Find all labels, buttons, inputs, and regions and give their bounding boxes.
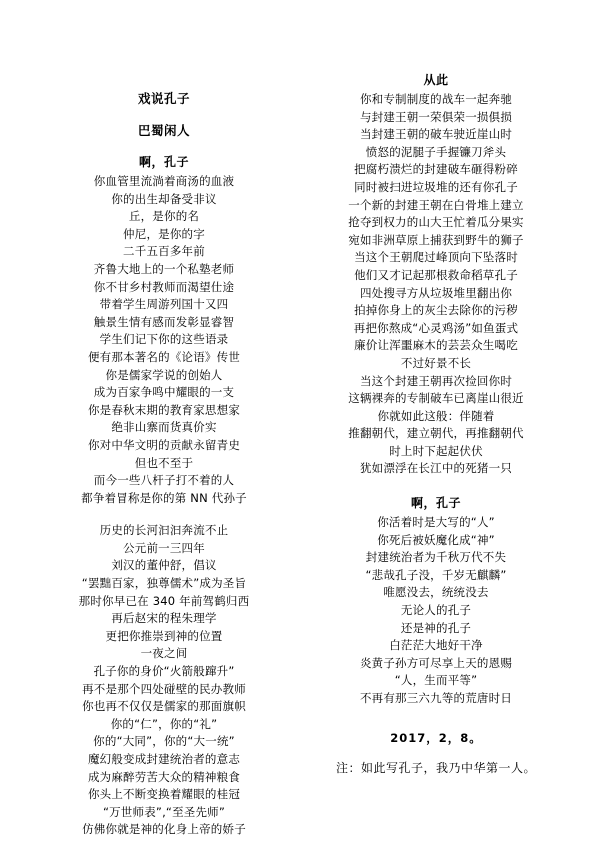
poem-line: 再后赵宋的程朱理学	[111, 611, 217, 626]
poem-line: 宛如非洲草原上捕获到野牛的狮子	[348, 232, 524, 247]
spacer	[30, 110, 298, 120]
poem-line: “人，生而平等”	[394, 673, 478, 688]
poem-line: 历史的长河汩汩奔流不止	[99, 523, 229, 538]
poem-line: “悲哉孔子没，千岁无麒麟”	[365, 567, 507, 582]
poem-line: 学生们记下你的这些语录	[99, 332, 229, 347]
poem-line: 愤怒的泥腿子手握镰刀斧头	[365, 144, 507, 159]
poem-line: 刘汉的董仲舒，倡议	[111, 558, 217, 573]
poem-line: 一夜之间	[140, 646, 188, 661]
left-column	[30, 70, 298, 839]
poem-line: 你就如此这般：伴随着	[377, 408, 495, 423]
spacer	[302, 708, 570, 728]
poem-line: 你也再不仅仅是儒家的那面旗帜	[82, 699, 246, 714]
poem-line: “万世师表”,“至圣先师”	[102, 804, 226, 819]
page-title: 戏说孔子	[137, 91, 190, 106]
poem-line: 再不是那个四处碰壁的民办教师	[82, 681, 246, 696]
spacer	[302, 748, 570, 758]
poem-line: 你的出生却备受非议	[111, 191, 217, 206]
poem-line: 四处搜寻方从垃圾堆里翻出你	[359, 285, 513, 300]
poem-line: 你头上不断变换着耀眼的桂冠	[87, 787, 241, 802]
poem-line: 那时你早已在 340 年前驾鹤归西	[78, 593, 250, 608]
poem-line: 同时被扫进垃圾堆的还有你孔子	[354, 179, 518, 194]
poem-line: 时上时下起起伏伏	[389, 443, 483, 458]
poem-line: 成为麻醉劳苦大众的精神粮食	[87, 769, 241, 784]
poem-line: 都争着冒称是你的第 NN 代孙子	[81, 490, 247, 505]
poem-line: 你是春秋末期的教育家思想家	[87, 402, 241, 417]
poem-line: 还是神的孔子	[400, 620, 472, 635]
poem-line: 廉价让浑噩麻木的芸芸众生喝吃	[354, 338, 518, 353]
poem-line: 便有那本著名的《论语》传世	[87, 349, 241, 364]
poem-line: 这辆裸奔的专制破车已离崖山很近	[348, 391, 524, 406]
poem-line: 触景生情有感而发彰显睿智	[93, 314, 235, 329]
poem-line: 唯愿没去，统统没去	[383, 585, 489, 600]
author-name: 巴蜀闲人	[137, 123, 190, 138]
stanza-heading: 啊，孔子	[410, 496, 461, 511]
poem-line: 炎黄子孙方可尽享上天的恩赐	[359, 655, 513, 670]
poem-line: 抢夺到权力的山大王忙着瓜分果实	[348, 215, 524, 230]
poem-line: 绝非山寨而货真价实	[111, 420, 217, 435]
poem-line: 带着学生周游列国十又四	[99, 297, 229, 312]
poem-line: 不再有那三六九等的荒唐时日	[359, 691, 513, 705]
poem-line: 一个新的封建王朝在白骨堆上建立	[348, 197, 524, 212]
right-column	[302, 70, 570, 778]
poem-line: 白茫茫大地好干净	[389, 638, 483, 653]
poem-line: 仿佛你就是神的化身上帝的娇子	[82, 822, 246, 837]
poem-line: 不过好景不长	[400, 355, 472, 370]
poem-line: 当封建王朝的破车驶近崖山时	[359, 127, 513, 142]
poem-line: 当这个王朝爬过峰顶向下坠落时	[354, 250, 518, 265]
poem-line: “罢黜百家，独尊儒术”成为圣旨	[81, 576, 247, 591]
poem-line: 无论人的孔子	[400, 603, 472, 618]
poem-line: 他们又才记起那根救命稻草孔子	[354, 267, 518, 282]
spacer	[302, 478, 570, 493]
poem-line: 你活着时是大写的“人”	[377, 515, 495, 530]
poem-line: 推翻朝代，建立朝代，再推翻朝代	[348, 426, 524, 441]
poem-line: 再把你熬成“心灵鸡汤”如鱼蛋式	[353, 320, 519, 335]
poem-line: 拍掉你身上的灰尘去除你的污秽	[354, 303, 518, 318]
poem-line: 二千五百多年前	[123, 244, 205, 259]
poem-line: 仲尼，是你的字	[123, 226, 205, 241]
spacer	[30, 142, 298, 152]
poem-line: 你的“仁”，你的“礼”	[110, 716, 218, 731]
poem-line: 你和专制制度的战车一起奔驰	[359, 92, 513, 106]
poem-line: 但也不至于	[134, 455, 194, 470]
poem-line: 把腐朽溃烂的封建破车砸得粉碎	[354, 162, 518, 177]
stanza-heading: 啊，孔子	[138, 155, 189, 169]
poem-line: 你对中华文明的贡献永留青史	[87, 437, 241, 452]
poem-line: 成为百家争鸣中耀眼的一支	[93, 385, 235, 400]
two-column-layout	[30, 70, 570, 839]
poem-line: 魔幻般变成封建统治者的意志	[87, 752, 241, 766]
poem-line: 与封建王朝一荣俱荣一损俱损	[359, 109, 513, 124]
poem-line: 当这个封建王朝再次捡回你时	[359, 373, 513, 388]
stanza-heading: 从此	[423, 73, 449, 87]
spacer	[30, 507, 298, 522]
poem-line: 公元前一三四年	[123, 540, 205, 555]
date-line: 2017，2，8。	[390, 730, 482, 745]
poem-line: 齐鲁大地上的一个私塾老师	[93, 261, 235, 276]
poem-line: 而今一些八杆子打不着的人	[93, 473, 235, 488]
poem-line: 你是儒家学说的创始人	[105, 367, 223, 382]
poem-line: 你血管里流淌着商汤的血液	[93, 174, 235, 188]
footnote: 注：如此写孔子，我乃中华第一人。	[335, 760, 536, 775]
poem-line: 你不甘乡村教师而渴望仕途	[93, 279, 235, 294]
poem-line: 更把你推崇到神的位置	[105, 628, 223, 643]
poem-line: 犹如漂浮在长江中的死猪一只	[359, 461, 513, 476]
poem-line: 你的“大同”，你的“大一统”	[93, 734, 235, 749]
poem-line: 丘，是你的名	[128, 209, 200, 224]
poem-line: 孔子你的身价“火箭般蹿升”	[93, 664, 235, 679]
poem-line: 封建统治者为千秋万代不失	[365, 550, 507, 565]
poem-line: 你死后被妖魔化成“神”	[377, 532, 495, 547]
